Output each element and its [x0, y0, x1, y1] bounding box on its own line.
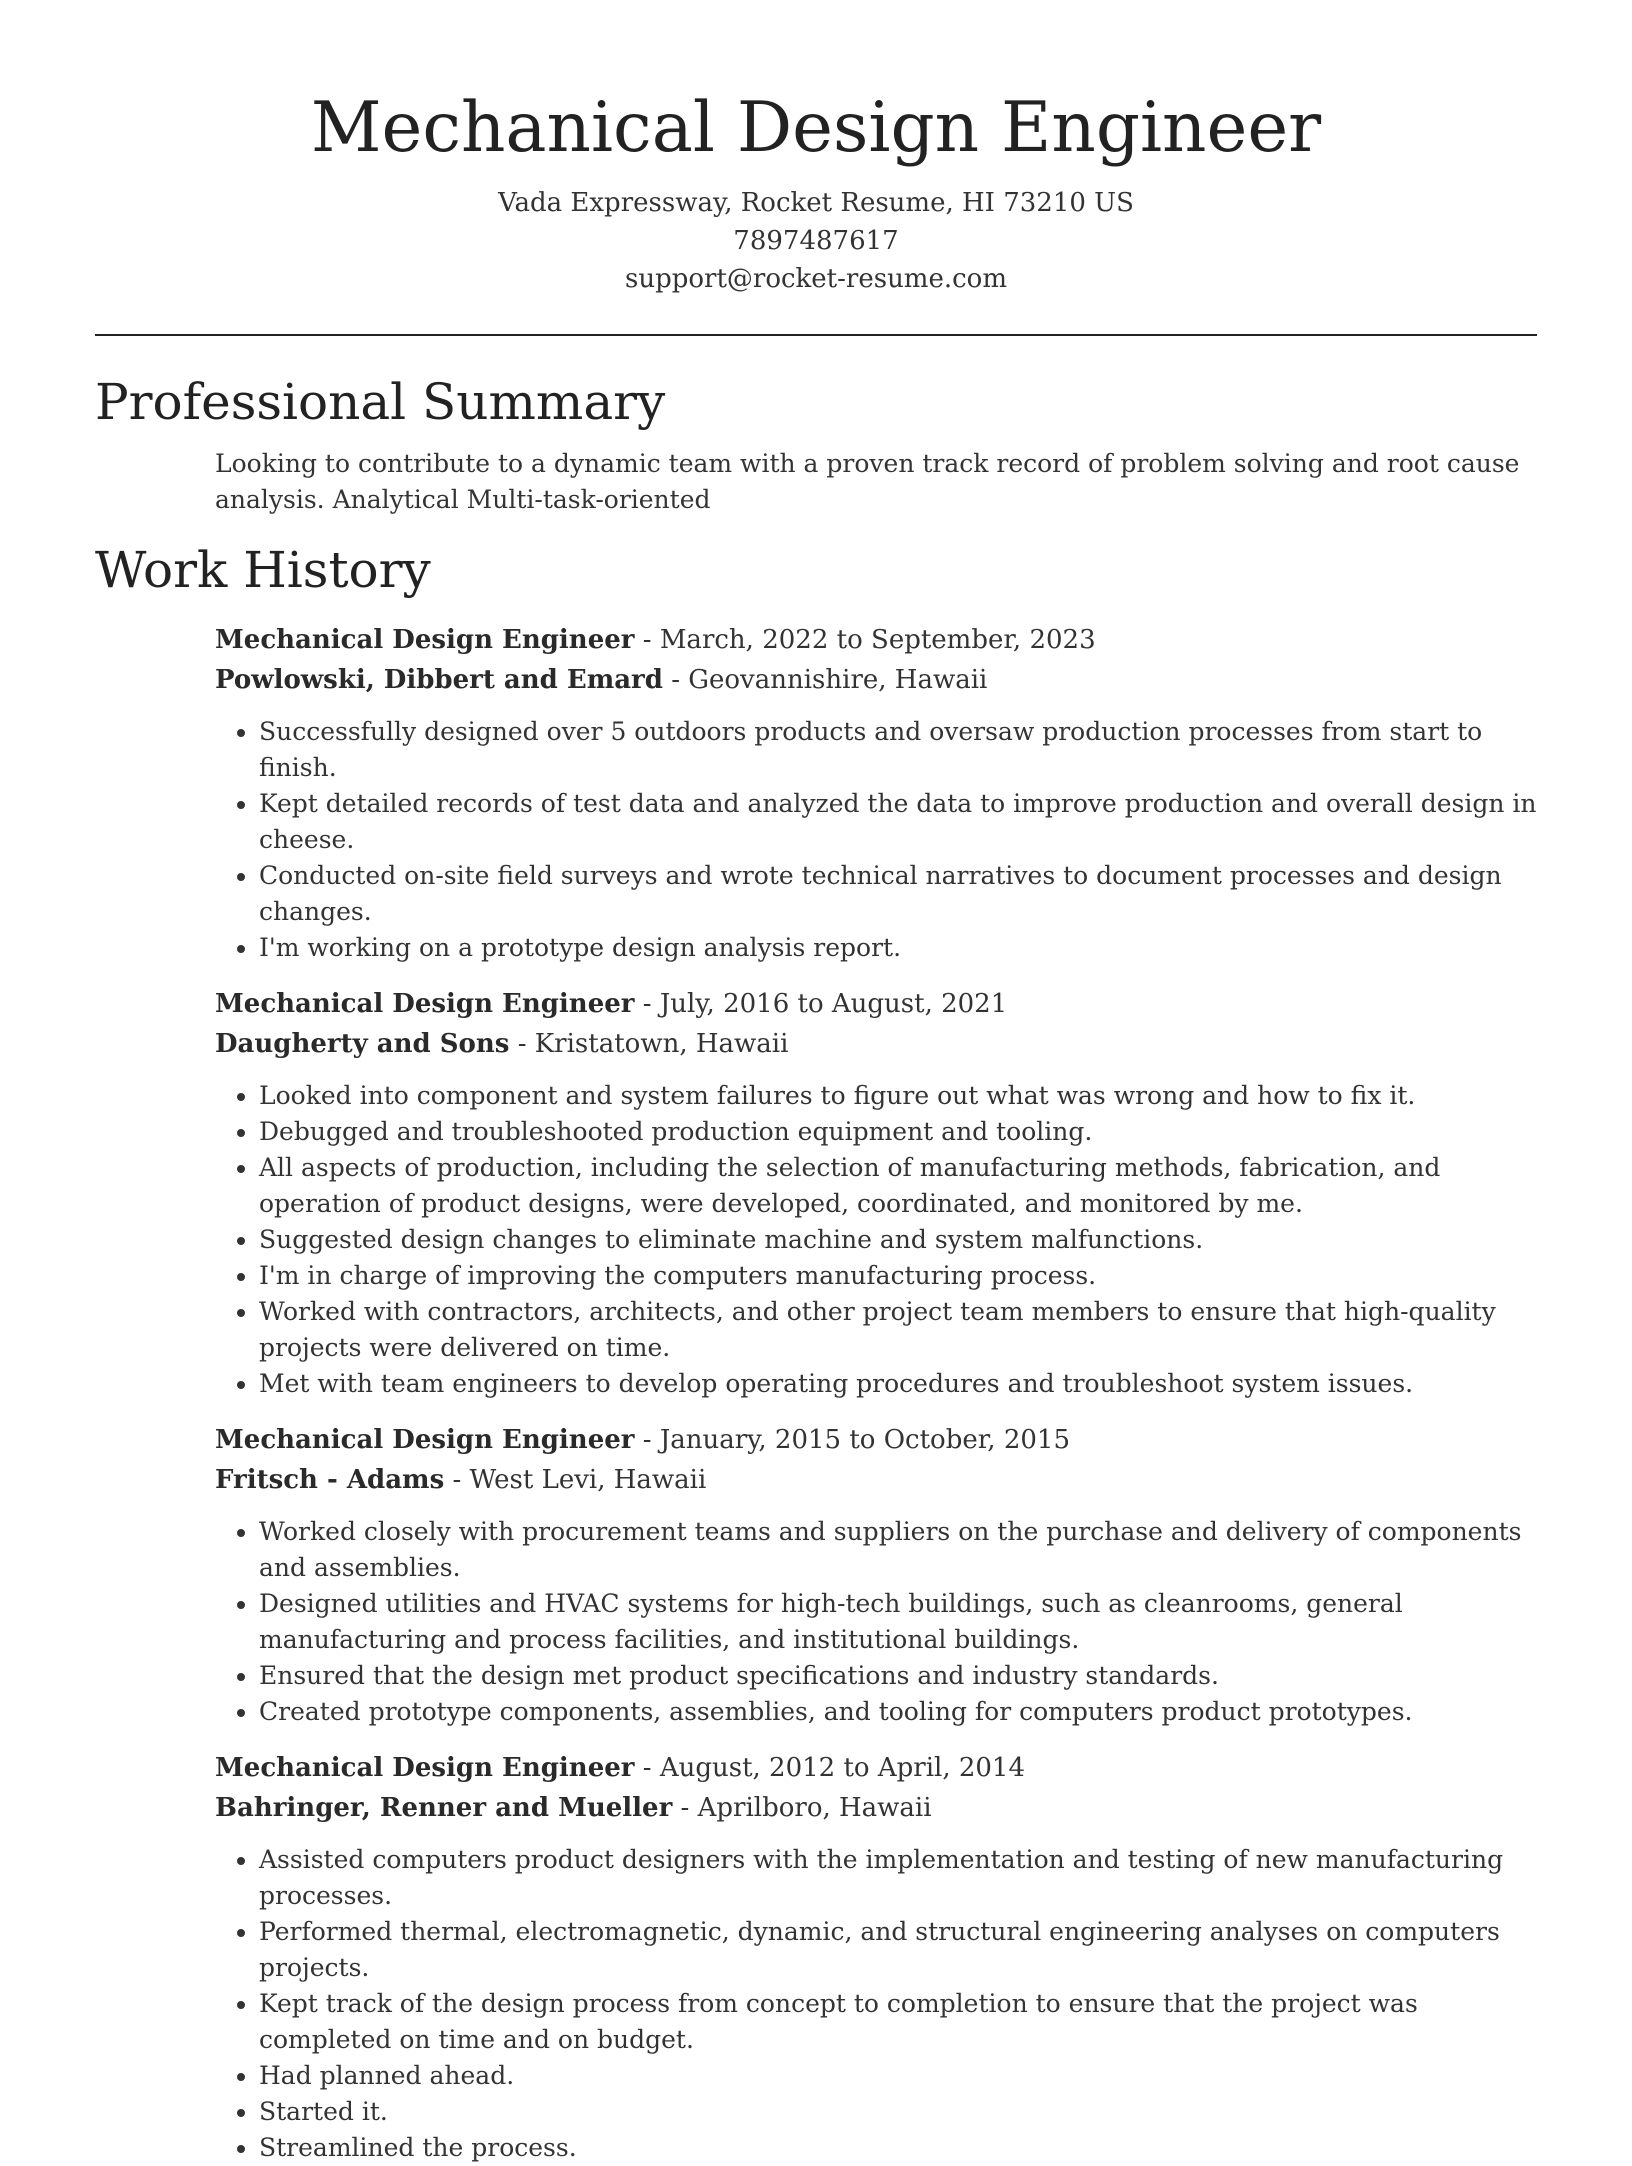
- job-title: Mechanical Design Engineer: [215, 625, 635, 655]
- job-bullet: • Suggested design changes to eliminate machine and system malfunctions.: [259, 1222, 1537, 1258]
- job-bullet: • Kept detailed records of test data and analyzed the data to improve production and overall design in cheese.: [259, 786, 1537, 858]
- job-bullets: [215, 1078, 1537, 1402]
- job-bullet: • Conducted on-site field surveys and wrote technical narratives to document processes and design changes.: [259, 858, 1537, 930]
- contact-address: Vada Expressway, Rocket Resume, HI 73210 US: [498, 188, 1134, 218]
- job-entry: [215, 620, 1537, 966]
- job-title-line: [215, 1420, 1537, 1460]
- job-bullet: • I'm working on a prototype design analysis report.: [259, 930, 1537, 966]
- job-bullet: • Had planned ahead.: [259, 2058, 1537, 2094]
- job-bullet: • Streamlined the process.: [259, 2130, 1537, 2166]
- job-bullet: • Designed utilities and HVAC systems for high-tech buildings, such as cleanrooms, general manufacturing and process facilities, and institutional buildings.: [259, 1586, 1537, 1658]
- job-company: Fritsch - Adams: [215, 1465, 445, 1495]
- job-entry: [215, 984, 1537, 1402]
- job-bullets: [215, 714, 1537, 966]
- job-bullet: • I'm in charge of improving the computers manufacturing process.: [259, 1258, 1537, 1294]
- job-bullet: • Worked closely with procurement teams and suppliers on the purchase and delivery of components and assemblies.: [259, 1514, 1537, 1586]
- job-bullet: • Ensured that the design met product specifications and industry standards.: [259, 1658, 1537, 1694]
- job-bullet: • Successfully designed over 5 outdoors products and oversaw production processes from start to finish.: [259, 714, 1537, 786]
- job-bullet: • Debugged and troubleshooted production equipment and tooling.: [259, 1114, 1537, 1150]
- summary-text: Looking to contribute to a dynamic team with a proven track record of problem solving and root cause analysis. Analytical Multi-task-oriented: [215, 449, 1520, 514]
- job-bullet: • Started it.: [259, 2094, 1537, 2130]
- job-company-line: [215, 660, 1537, 700]
- work-history-heading: Work History: [95, 541, 431, 599]
- candidate-name: Mechanical Design Engineer: [310, 88, 1322, 168]
- summary-section: [215, 446, 1537, 518]
- job-company: Daugherty and Sons: [215, 1029, 510, 1059]
- job-company-line: [215, 1460, 1537, 1500]
- job-location: - Aprilboro, Hawaii: [672, 1793, 932, 1823]
- job-title: Mechanical Design Engineer: [215, 1425, 635, 1455]
- job-title: Mechanical Design Engineer: [215, 989, 635, 1019]
- job-dates: - March, 2022 to September, 2023: [634, 625, 1096, 655]
- job-bullet: • Worked with contractors, architects, and other project team members to ensure that high-quality projects were delivered on time.: [259, 1294, 1537, 1366]
- job-title-line: [215, 620, 1537, 660]
- job-title: Mechanical Design Engineer: [215, 1753, 635, 1783]
- job-bullet: • Performed thermal, electromagnetic, dynamic, and structural engineering analyses on computers projects.: [259, 1914, 1537, 1986]
- job-entry: [215, 1748, 1537, 2166]
- job-location: - Kristatown, Hawaii: [509, 1029, 789, 1059]
- job-entry: [215, 1420, 1537, 1730]
- job-title-line: [215, 1748, 1537, 1788]
- job-bullet: • Looked into component and system failures to figure out what was wrong and how to fix it.: [259, 1078, 1537, 1114]
- job-company: Powlowski, Dibbert and Emard: [215, 665, 663, 695]
- job-company: Bahringer, Renner and Mueller: [215, 1793, 673, 1823]
- job-bullet: • Assisted computers product designers with the implementation and testing of new manufacturing processes.: [259, 1842, 1537, 1914]
- job-dates: - January, 2015 to October, 2015: [634, 1425, 1070, 1455]
- job-title-line: [215, 984, 1537, 1024]
- job-dates: - July, 2016 to August, 2021: [634, 989, 1008, 1019]
- job-location: - West Levi, Hawaii: [444, 1465, 707, 1495]
- job-location: - Geovannishire, Hawaii: [662, 665, 988, 695]
- job-company-line: [215, 1024, 1537, 1064]
- summary-heading: Professional Summary: [95, 373, 666, 431]
- contact-phone: 7897487617: [733, 226, 899, 256]
- job-dates: - August, 2012 to April, 2014: [634, 1753, 1026, 1783]
- job-bullets: [215, 1842, 1537, 2166]
- job-bullets: [215, 1514, 1537, 1730]
- job-company-line: [215, 1788, 1537, 1828]
- job-bullet: • All aspects of production, including the selection of manufacturing methods, fabrication, and operation of product designs, were developed, coordinated, and monitored by me.: [259, 1150, 1537, 1222]
- job-bullet: • Kept track of the design process from concept to completion to ensure that the project was completed on time and on budget.: [259, 1986, 1537, 2058]
- header-divider: [95, 334, 1537, 336]
- contact-email: support@rocket-resume.com: [624, 264, 1007, 294]
- resume-header: [95, 0, 1537, 298]
- job-bullet: • Created prototype components, assemblies, and tooling for computers product prototypes.: [259, 1694, 1537, 1730]
- job-bullet: • Met with team engineers to develop operating procedures and troubleshoot system issues.: [259, 1366, 1537, 1402]
